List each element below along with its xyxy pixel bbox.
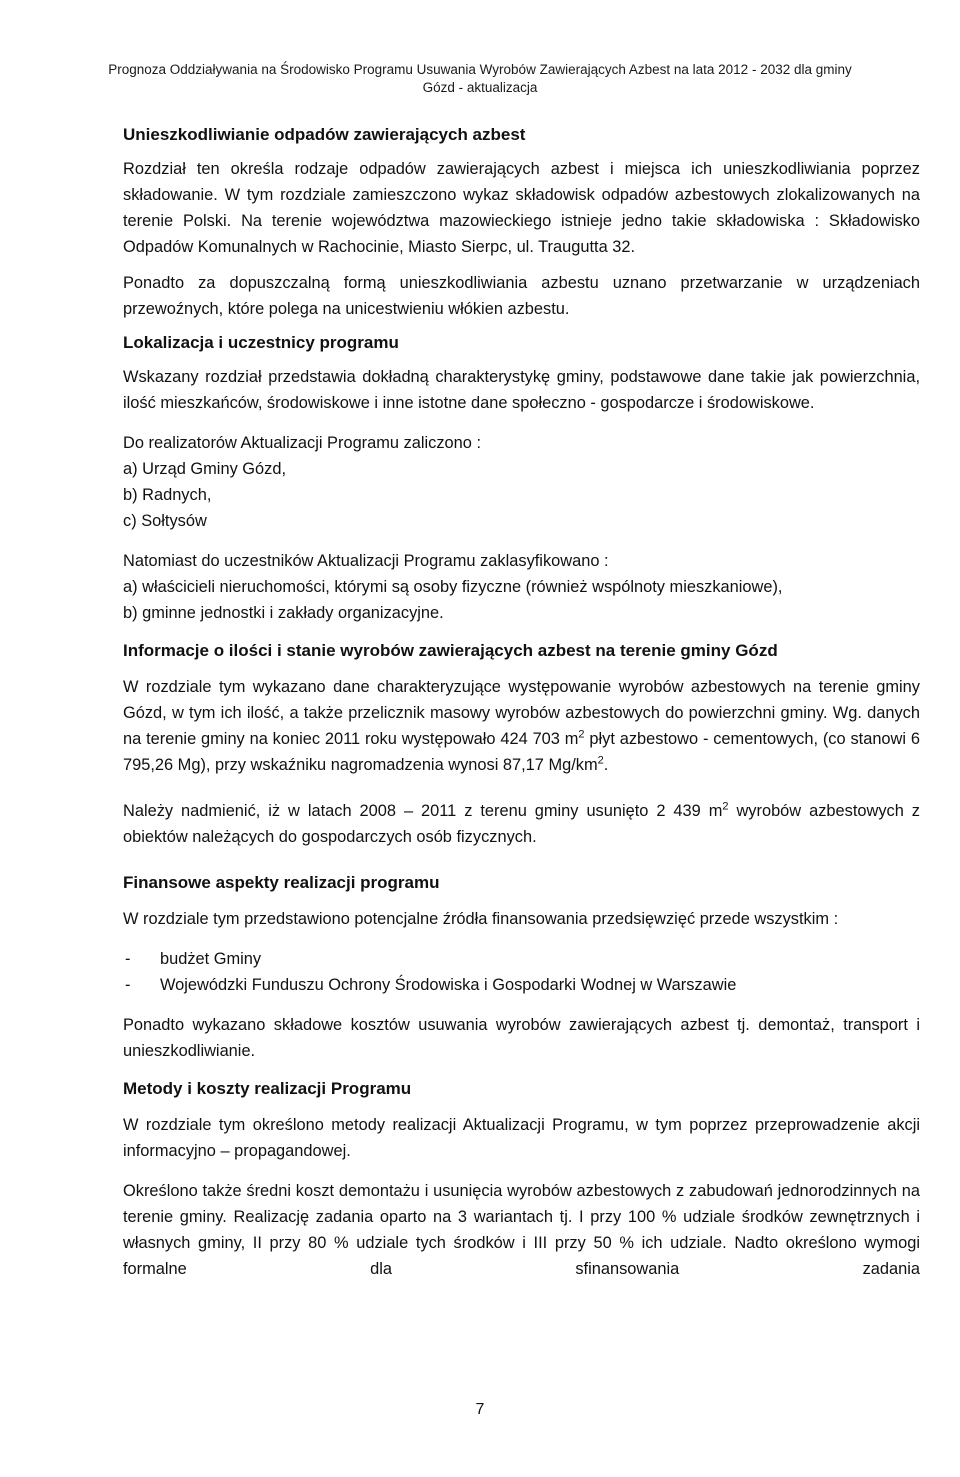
- list-item: b) Radnych,: [123, 486, 212, 504]
- dash-bullet: -: [125, 976, 131, 994]
- list-item: a) właścicieli nieruchomości, którymi są osoby fizyczne (również wspólnoty mieszkaniowe),: [123, 578, 783, 596]
- paragraph: W rozdziale tym przedstawiono potencjalne źródła finansowania przedsięwzięć przede wszystkim :: [123, 910, 839, 928]
- section-heading-disposal: Unieszkodliwianie odpadów zawierających azbest: [123, 125, 526, 144]
- funding-sources-list: [123, 946, 920, 998]
- dash-bullet: -: [125, 950, 131, 968]
- document-body: [123, 122, 920, 1282]
- paragraph-quantity: W rozdziale tym wykazano dane charakteryzujące występowanie wyrobów azbestowych na terenie gminy Gózd, w tym ich ilość, a także przelicznik masowy wyrobów azbestowych do powierzchni gminy. Wg. danych na terenie gminy na koniec 2011 roku występowało 424 703 $m^2$ płyt azbestowo - cementowych, (co stanowi 6 795,26 Mg), przy wskaźniku nagromadzenia wynosi 87,17 $Mg/km^2$.: [123, 678, 920, 774]
- list-item: - budżet Gminy: [123, 946, 920, 972]
- list-item: c) Sołtysów: [123, 512, 207, 530]
- list-item: - Wojewódzki Funduszu Ochrony Środowiska i Gospodarki Wodnej w Warszawie: [123, 972, 920, 998]
- participants-list: [123, 574, 920, 626]
- section-heading-quantity: Informacje o ilości i stanie wyrobów zawierających azbest na terenie gminy Gózd: [123, 641, 778, 660]
- implementers-list: [123, 456, 920, 534]
- list-item: a) Urząd Gminy Gózd,: [123, 460, 287, 478]
- section-heading-financing: Finansowe aspekty realizacji programu: [123, 873, 440, 892]
- paragraph: Wskazany rozdział przedstawia dokładną charakterystykę gminy, podstawowe dane takie jak powierzchnia, ilość mieszkańców, środowiskowe i inne istotne dane społeczno - gospodarcze i środowiskowe.: [123, 368, 920, 412]
- paragraph-removed: Należy nadmienić, iż w latach 2008 – 2011 z terenu gminy usunięto 2 439 $m^2$ wyrobów azbestowych z obiektów należących do gospodarczych osób fizycznych.: [123, 800, 920, 846]
- paragraph: Natomiast do uczestników Aktualizacji Programu zaklasyfikowano :: [123, 552, 609, 570]
- paragraph: Do realizatorów Aktualizacji Programu zaliczono :: [123, 434, 482, 452]
- section-heading-methods: Metody i koszty realizacji Programu: [123, 1079, 412, 1098]
- list-item: b) gminne jednostki i zakłady organizacyjne.: [123, 604, 444, 622]
- paragraph: Ponadto za dopuszczalną formą unieszkodliwiania azbestu uznano przetwarzanie w urządzeniach przewoźnych, które polega na unicestwieniu włókien azbestu.: [123, 274, 920, 318]
- section-heading-participants: Lokalizacja i uczestnicy programu: [123, 333, 399, 352]
- running-header: [0, 61, 960, 97]
- page-number: 7: [475, 1401, 485, 1418]
- paragraph: Określono także średni koszt demontażu i usunięcia wyrobów azbestowych z zabudowań jednorodzinnych na terenie gminy. Realizację zadania oparto na 3 wariantach tj. I przy 100 % udziale środków zewnętrznych i własnych gminy, II przy 80 % udziale tych środków i III przy 50 % ich udziale. Nadto określono wymogi formalne dla sfinansowania zadania: [123, 1182, 920, 1278]
- header-line-1: Prognoza Oddziaływania na Środowisko Programu Usuwania Wyrobów Zawierających Azbest na lata 2012 - 2032 dla gminy: [108, 62, 852, 77]
- header-line-2: Gózd - aktualizacja: [422, 80, 538, 95]
- paragraph: Ponadto wykazano składowe kosztów usuwania wyrobów zawierających azbest tj. demontaż, transport i unieszkodliwianie.: [123, 1016, 920, 1060]
- paragraph: W rozdziale tym określono metody realizacji Aktualizacji Programu, w tym poprzez przeprowadzenie akcji informacyjno – propagandowej.: [123, 1116, 920, 1160]
- paragraph: Rozdział ten określa rodzaje odpadów zawierających azbest i miejsca ich unieszkodliwiania poprzez składowanie. W tym rozdziale zamieszczono wykaz składowisk odpadów azbestowych zlokalizowanych na terenie Polski. Na terenie województwa mazowieckiego istnieje jedno takie składowiska : Składowisko Odpadów Komunalnych w Rachocinie, Miasto Sierpc, ul. Traugutta 32.: [123, 160, 920, 256]
